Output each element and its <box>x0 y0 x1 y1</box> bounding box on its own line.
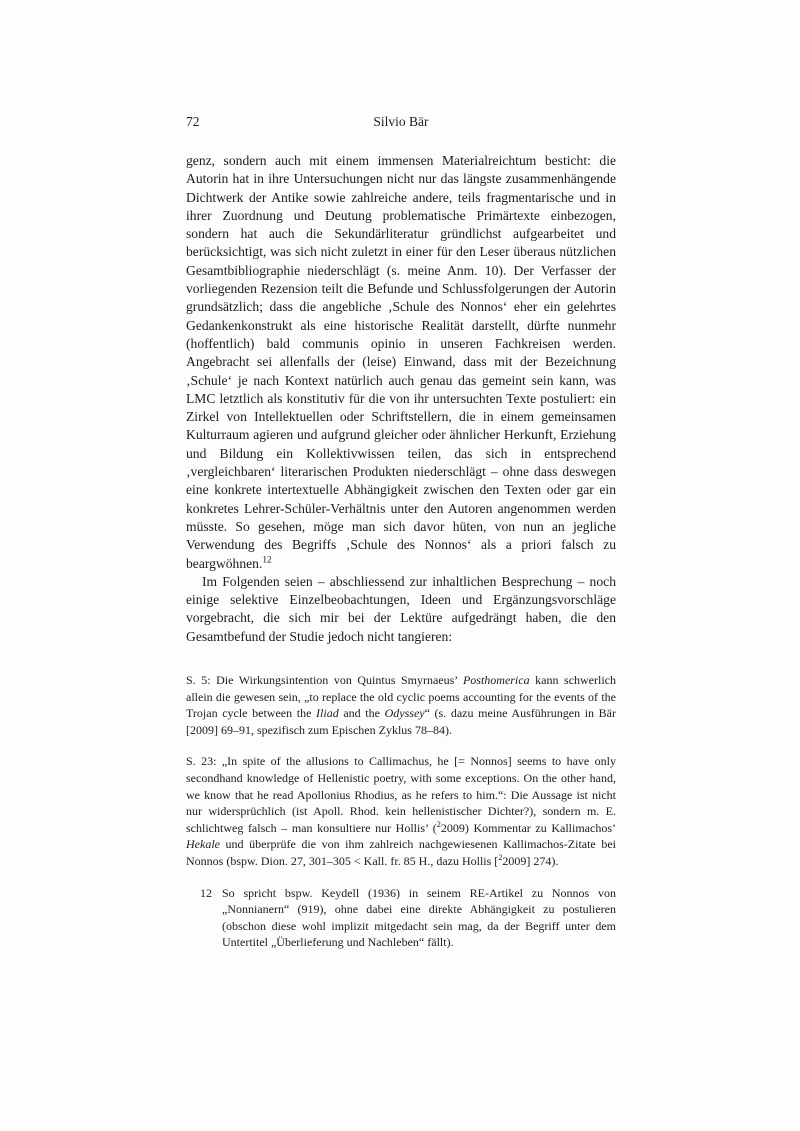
note-s23: S. 23: „In spite of the allusions to Callimachus, he [= Nonnos] seems to have only secondhand knowledge of Hellenistic poetry, with some exceptions. On the other hand, we know that he read Apollonius Rhodius, as he refers to him.“: Die Aussage ist nicht nur widersprüchlich (ist Apoll. Rhod. kein hellenistischer Dichter?), sondern m. E. schlichtweg falsch – man konsultiere nur Hollis’ ($^2$2009) Kommentar zu Kallimachos’ Hekale und überprüfe die von ihm zahlreich nachgewiesenen Kallimachos-Zitate bei Nonnos (bspw. Dion. 27, 301–305 < Kall. fr. 85 H., dazu Hollis [$^2$2009] 274). <box>186 754 616 868</box>
body-paragraph-2: Im Folgenden seien – abschliessend zur inhaltlichen Besprechung – noch einige selektive Einzelbeobachtungen, Ideen und Ergänzungsvorschläge vorgebracht, die sich mir bei der Lektüre aufgedrängt haben, die den Gesamtbefund der Studie jedoch nicht tangieren: <box>186 573 616 644</box>
notes-section <box>186 672 616 870</box>
running-head <box>186 113 616 131</box>
page-content <box>186 113 616 951</box>
body-paragraph-1: genz, sondern auch mit einem immensen Materialreichtum besticht: die Autorin hat in ihre Untersuchungen nicht nur das längste zusammenhängende Dichtwerk der Antike sowie zahlreiche andere, teils fragmentarische und in ihrer Zuordnung und Deutung problematische Primärtexte einbezogen, sondern hat auch die Sekundärliteratur gründlichst aufgearbeitet und berücksichtigt, was sich nicht zuletzt in einer für den Leser überaus nützlichen Gesamtbibliographie niederschlägt (s. meine Anm. 10). Der Verfasser der vorliegenden Rezension teilt die Befunde und Schlussfolgerungen der Autorin grundsätzlich; dass die angebliche ‚Schule des Nonnos‘ eher ein gelehrtes Gedankenkonstrukt als eine historische Realität darstellt, dürfte nunmehr (hoffentlich) bald communis opinio in unseren Fachkreisen werden. Angebracht sei allenfalls der (leise) Einwand, dass mit der Bezeichnung ‚Schule‘ je nach Kontext natürlich auch genau das gemeint sein kann, was LMC letztlich als konstitutiv für die von ihr untersuchten Texte postuliert: ein Zirkel von Intellektuellen oder Schriftstellern, die in einem gemeinsamen Kulturraum agieren und aufgrund gleicher oder ähnlicher Herkunft, Erziehung und Bildung ein Kollektivwissen teilen, das sich in entsprechend ‚vergleichbaren‘ literarischen Produkten niederschlägt – ohne dass deswegen eine konkrete intertextuelle Abhängigkeit zwischen den Texten oder gar ein konkretes Lehrer-Schüler-Verhältnis unter den Autoren angenommen werden müsste. So gesehen, möge man sich davor hüten, von nun an jegliche Verwendung des Begriffs ‚Schule des Nonnos‘ als a priori falsch zu beargwöhnen.$^{12}$ <box>186 153 616 571</box>
footnote <box>186 885 616 951</box>
footnote-number: 12 <box>200 885 212 900</box>
page-number: 72 <box>186 114 200 129</box>
running-head-author: Silvio Bär <box>373 114 429 129</box>
footnote-text: So spricht bspw. Keydell (1936) in seinem RE-Artikel zu Nonnos von „Nonnianern“ (919), ohne dabei eine direkte Abhängigkeit zu postulieren (obschon diese wohl implizit mitgedacht sein mag, da der Begriff unter dem Untertitel „Überlieferung und Nachleben“ fällt). <box>222 885 616 950</box>
note-s5: S. 5: Die Wirkungsintention von Quintus Smyrnaeus’ Posthomerica kann schwerlich allein die gewesen sein, „to replace the old cyclic poems accounting for the events of the Trojan cycle between the Iliad and the Odyssey“ (s. dazu meine Ausführungen in Bär [2009] 69–91, spezifisch zum Epischen Zyklus 78–84). <box>186 673 617 737</box>
